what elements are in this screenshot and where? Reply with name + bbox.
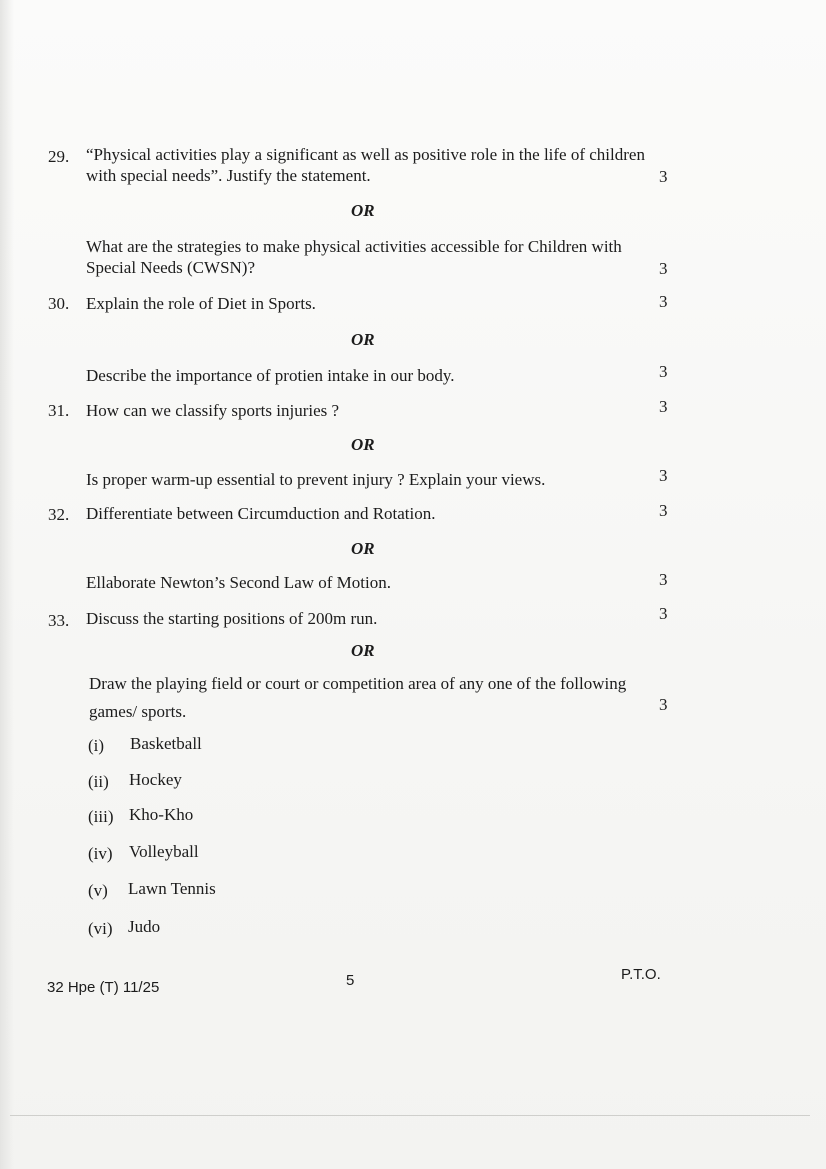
option-number: (iv) xyxy=(88,844,113,863)
alternative-text: Ellaborate Newton’s Second Law of Motion. xyxy=(86,573,391,592)
alternative-marks: 3 xyxy=(659,466,668,485)
alternative-text: Is proper warm-up essential to prevent injury ? Explain your views. xyxy=(86,470,546,489)
alternative-text: Describe the importance of protien intake in our body. xyxy=(86,366,455,385)
or-label: OR xyxy=(351,201,375,220)
option-label: Judo xyxy=(128,917,161,936)
or-label: OR xyxy=(351,330,375,349)
option-number: (iii) xyxy=(88,807,114,826)
question-marks: 3 xyxy=(659,501,668,520)
option-label: Kho-Kho xyxy=(129,805,194,824)
option-label: Lawn Tennis xyxy=(128,879,216,898)
alternative-marks: 3 xyxy=(659,570,668,589)
option-number: (ii) xyxy=(88,772,109,791)
question-text: Differentiate between Circumduction and Rotation. xyxy=(86,504,436,523)
question-text: Discuss the starting positions of 200m run. xyxy=(86,609,378,628)
please-turn-over: P.T.O. xyxy=(621,966,661,983)
question-text-line1: “Physical activities play a significant as well as positive role in the life of children xyxy=(86,145,645,164)
question-marks: 3 xyxy=(659,167,668,186)
alternative-text-line1: What are the strategies to make physical activities accessible for Children with xyxy=(86,237,622,256)
option-label: Volleyball xyxy=(129,842,199,861)
page-number: 5 xyxy=(346,972,355,989)
option-label: Basketball xyxy=(130,734,202,753)
alternative-marks: 3 xyxy=(659,362,668,381)
page-edge-shadow xyxy=(0,0,14,1169)
question-text: Explain the role of Diet in Sports. xyxy=(86,294,316,313)
or-label: OR xyxy=(351,539,375,558)
question-marks: 3 xyxy=(659,604,668,623)
page-bottom-edge xyxy=(10,1115,810,1116)
question-number: 31. xyxy=(48,401,70,420)
question-marks: 3 xyxy=(659,397,668,416)
alternative-text-line2: games/ sports. xyxy=(89,702,187,721)
question-text-line2: with special needs”. Justify the statement. xyxy=(86,166,371,185)
or-label: OR xyxy=(351,435,375,454)
question-number: 30. xyxy=(48,294,70,313)
alternative-marks: 3 xyxy=(659,259,668,278)
option-number: (i) xyxy=(88,736,105,755)
alternative-text-line1: Draw the playing field or court or competition area of any one of the following xyxy=(89,674,627,693)
alternative-text-line2: Special Needs (CWSN)? xyxy=(86,258,256,277)
question-number: 33. xyxy=(48,611,70,630)
option-number: (v) xyxy=(88,881,108,900)
paper-code: 32 Hpe (T) 11/25 xyxy=(47,979,160,996)
or-label: OR xyxy=(351,641,375,660)
question-number: 32. xyxy=(48,505,70,524)
option-label: Hockey xyxy=(129,770,182,789)
question-text: How can we classify sports injuries ? xyxy=(86,401,340,420)
question-marks: 3 xyxy=(659,292,668,311)
alternative-marks: 3 xyxy=(659,695,668,714)
option-number: (vi) xyxy=(88,919,113,938)
question-number: 29. xyxy=(48,147,70,166)
